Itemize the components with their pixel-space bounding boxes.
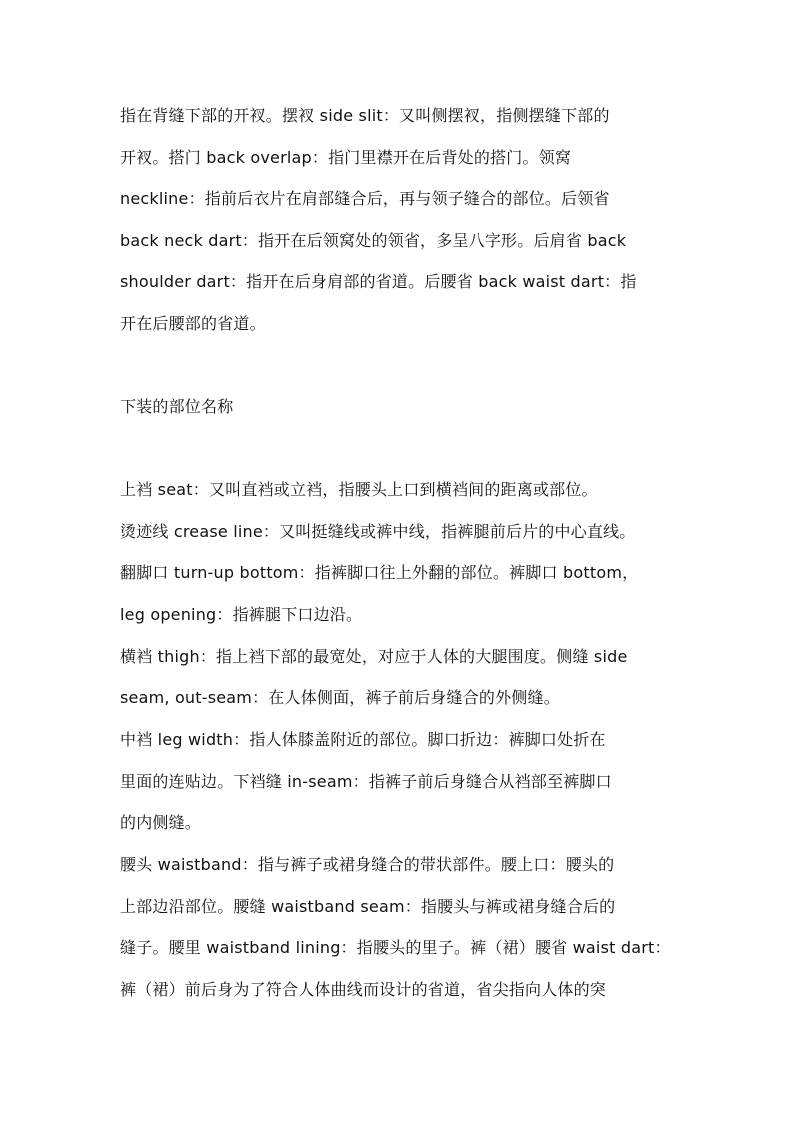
text-line: back neck dart：指开在后领窝处的领省，多呈八字形。后肩省 back bbox=[120, 231, 627, 250]
text-line: 缝子。腰里 waistband lining：指腰头的里子。裤（裙）腰省 waist dart： bbox=[120, 938, 671, 957]
text-line: 开衩。搭门 back overlap：指门里襟开在后背处的搭门。领窝 bbox=[120, 148, 572, 167]
text-line: 的内侧缝。 bbox=[120, 813, 202, 832]
text-line: 横裆 thigh：指上裆下部的最宽处，对应于人体的大腿围度。侧缝 side bbox=[120, 647, 628, 666]
text-line: 指在背缝下部的开衩。摆衩 side slit：又叫侧摆衩，指侧摆缝下部的 bbox=[120, 106, 610, 125]
text-line: leg opening：指裤腿下口边沿。 bbox=[120, 605, 363, 624]
text-line: 开在后腰部的省道。 bbox=[120, 314, 266, 333]
text-line: 里面的连贴边。下裆缝 in-seam：指裤子前后身缝合从裆部至裤脚口 bbox=[120, 772, 612, 791]
section-heading: 下装的部位名称 bbox=[120, 397, 234, 416]
text-line: 裤（裙）前后身为了符合人体曲线而设计的省道，省尖指向人体的突 bbox=[120, 980, 607, 999]
text-line: 上裆 seat：又叫直裆或立裆，指腰头上口到横裆间的距离或部位。 bbox=[120, 480, 598, 499]
text-line: 中裆 leg width：指人体膝盖附近的部位。脚口折边：裤脚口处折在 bbox=[120, 730, 606, 749]
text-line: 烫迹线 crease line：又叫挺缝线或裤中线，指裤腿前后片的中心直线。 bbox=[120, 522, 636, 541]
text-line: shoulder dart：指开在后身肩部的省道。后腰省 back waist dart：指 bbox=[120, 272, 637, 291]
text-line: 翻脚口 turn-up bottom：指裤脚口往上外翻的部位。裤脚口 bottom， bbox=[120, 563, 639, 582]
text-line: 腰头 waistband：指与裤子或裙身缝合的带状部件。腰上口：腰头的 bbox=[120, 855, 615, 874]
text-line: neckline：指前后衣片在肩部缝合后，再与领子缝合的部位。后领省 bbox=[120, 189, 610, 208]
text-line: seam, out-seam：在人体侧面，裤子前后身缝合的外侧缝。 bbox=[120, 688, 560, 707]
text-line: 上部边沿部位。腰缝 waistband seam：指腰头与裤或裙身缝合后的 bbox=[120, 897, 616, 916]
